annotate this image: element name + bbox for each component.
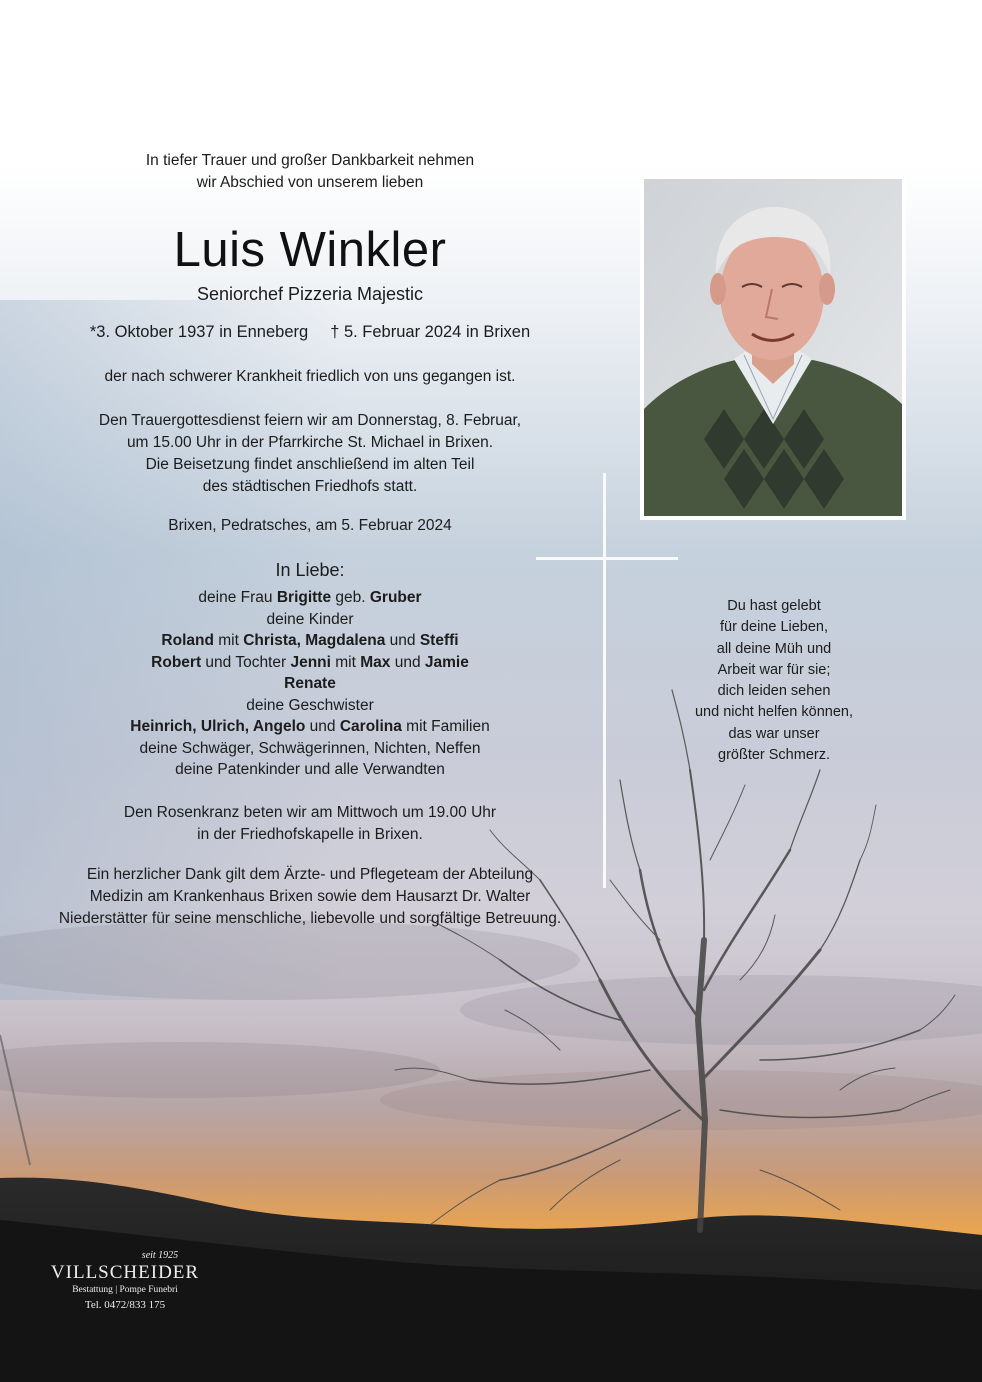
life-dates [60, 320, 560, 344]
thanks-text: Ein herzlicher Dank gilt dem Ärzte- und Pflegeteam der Abteilung Medizin am Krankenhaus Brixen sowie dem Hausarzt Dr. Walter Niederstätter für seine menschliche, liebevolle und sorgfältige Betreuung. [58, 866, 562, 927]
family-list [60, 587, 560, 781]
family-line: Roland mit Christa, Magdalena und Steffi [161, 632, 459, 649]
family-line: deine Geschwister [246, 696, 374, 714]
family-line: deine Frau Brigitte geb. Gruber [198, 589, 422, 606]
family-line: deine Patenkinder und alle Verwandten [175, 761, 445, 778]
logo-subtitle: Bestattung | Pompe Funebri [72, 1285, 178, 1295]
funeral-home-logo [40, 1250, 210, 1313]
birth-date: *3. Oktober 1937 in Enneberg [89, 323, 309, 341]
logo-since: seit 1925 [141, 1250, 179, 1261]
family-line: Renate [284, 675, 336, 692]
deceased-title: Seniorchef Pizzeria Majestic [196, 284, 424, 304]
logo-phone: Tel. 0472/833 175 [84, 1299, 166, 1311]
family-line: deine Kinder [266, 610, 354, 628]
intro-text: In tiefer Trauer und großer Dankbarkeit nehmen wir Abschied von unserem lieben [145, 152, 475, 191]
deceased-name: Luis Winkler [173, 223, 447, 277]
place-date: Brixen, Pedratsches, am 5. Februar 2024 [168, 517, 452, 534]
family-line: Heinrich, Ulrich, Angelo und Carolina mit Familien [130, 718, 490, 735]
memorial-poem: Du hast gelebt für deine Lieben, all deine Müh und Arbeit war für sie; dich leiden sehen und nicht helfen können, das war unser größter Schmerz. [694, 598, 853, 764]
rosary-info: Den Rosenkranz beten wir am Mittwoch um 19.00 Uhr in der Friedhofskapelle in Brixen. [123, 804, 497, 843]
family-line: Robert und Tochter Jenni mit Max und Jamie [151, 653, 469, 671]
funeral-info: Den Trauergottesdienst feiern wir am Donnerstag, 8. Februar, um 15.00 Uhr in der Pfarrkirche St. Michael in Brixen. Die Beisetzung findet anschließend im alten Teil des städtischen Friedhofs statt. [98, 412, 522, 495]
family-line: deine Schwäger, Schwägerinnen, Nichten, Neffen [139, 739, 481, 757]
passing-text: der nach schwerer Krankheit friedlich von uns gegangen ist. [104, 368, 516, 385]
love-heading: In Liebe: [275, 560, 345, 580]
death-date: † 5. Februar 2024 in Brixen [330, 323, 531, 341]
logo-brand: VILLSCHEIDER [50, 1262, 200, 1283]
